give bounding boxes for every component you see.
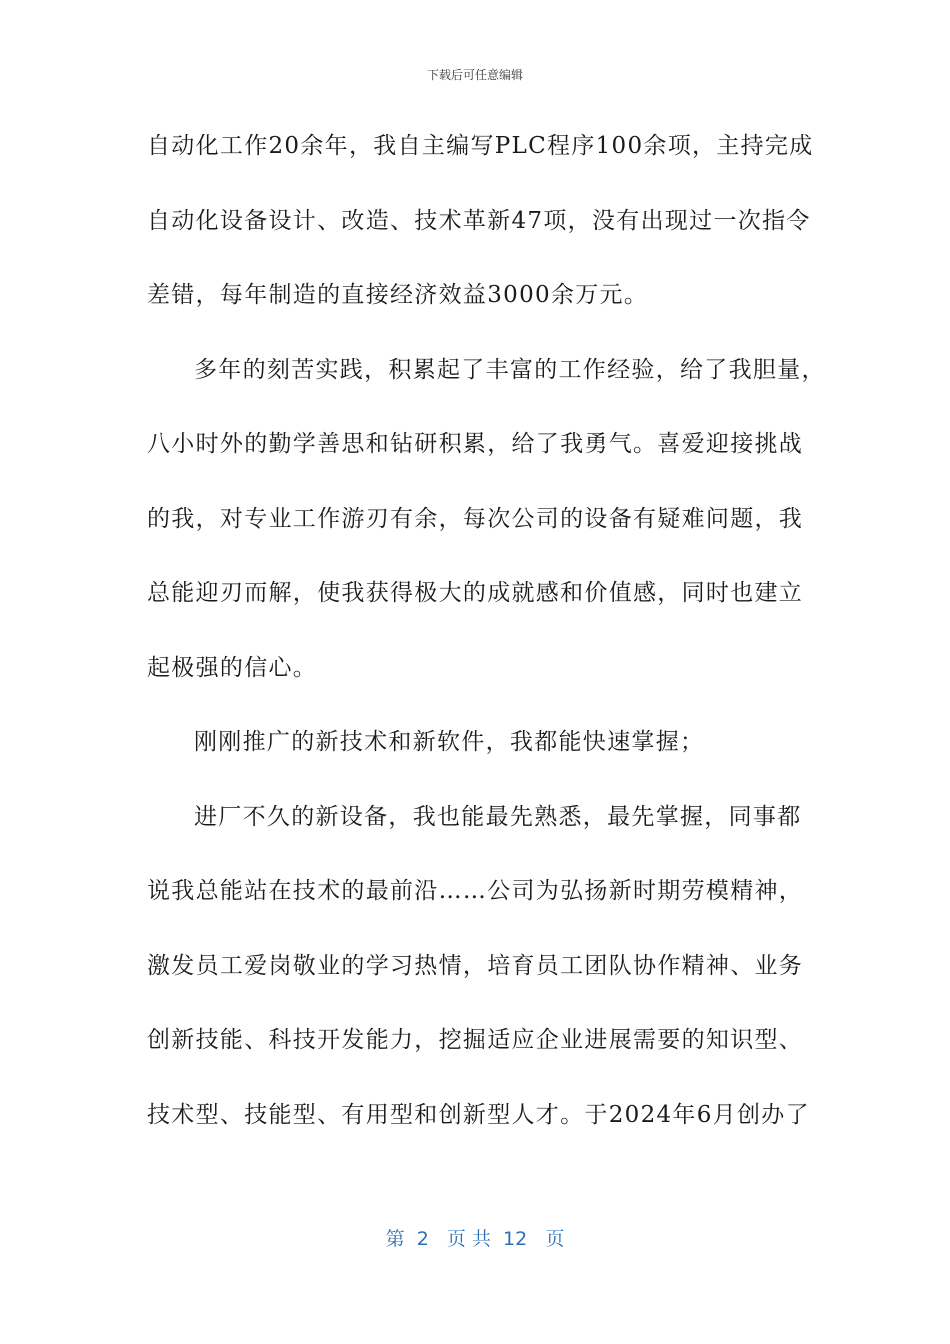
text-line: 创新技能、科技开发能力，挖掘适应企业进展需要的知识型、 <box>147 1027 804 1053</box>
paragraph-start-line: 多年的刻苦实践，积累起了丰富的工作经验，给了我胆量， <box>194 356 826 383</box>
text-line: 总能迎刃而解，使我获得极大的成就感和价值感，同时也建立 <box>147 580 804 606</box>
page-number-footer: 第 2 页 共 12 页 <box>385 1228 565 1250</box>
text-line: 技术型、技能型、有用型和创新型人才。于2024年6月创办了 <box>147 1101 810 1128</box>
paragraph-start-line: 刚刚推广的新技术和新软件，我都能快速掌握； <box>194 729 705 755</box>
text-line: 说我总能站在技术的最前沿……公司为弘扬新时期劳模精神， <box>147 878 804 904</box>
text-line: 激发员工爱岗敬业的学习热情，培育员工团队协作精神、业务 <box>147 952 804 979</box>
paragraph-start-line: 进厂不久的新设备，我也能最先熟悉，最先掌握，同事都 <box>194 803 802 830</box>
text-line: 差错，每年制造的直接经济效益3000余万元。 <box>147 282 649 308</box>
text-line: 的我，对专业工作游刃有余，每次公司的设备有疑难问题，我 <box>147 505 804 532</box>
text-line: 自动化工作20余年，我自主编写PLC程序100余项，主持完成 <box>147 133 814 159</box>
page-header: 下载后可任意编辑 <box>426 68 523 82</box>
text-line: 起极强的信心。 <box>147 654 318 681</box>
document-body <box>147 122 826 1165</box>
text-line: 自动化设备设计、改造、技术革新47项，没有出现过一次指令 <box>147 207 811 234</box>
text-line: 八小时外的勤学善思和钻研积累，给了我勇气。喜爱迎接挑战 <box>147 431 804 457</box>
